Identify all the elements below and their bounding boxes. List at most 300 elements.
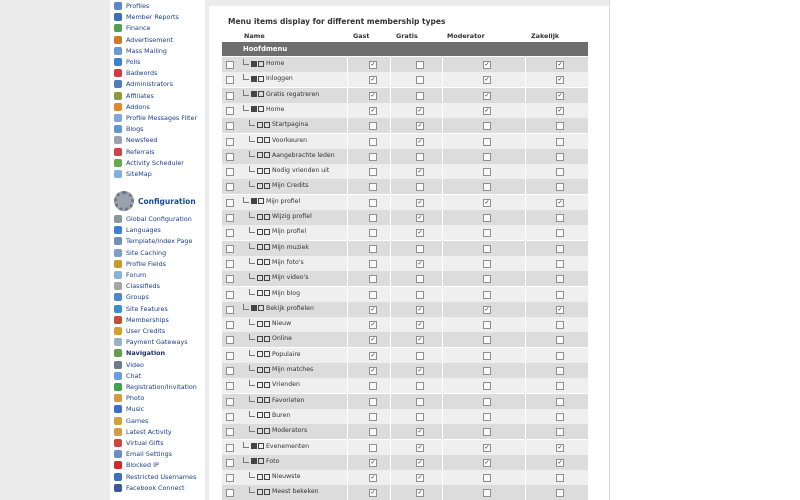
tree-connector-icon — [243, 197, 249, 203]
sidebar-item-label: Virtual Gifts — [126, 439, 164, 447]
tree-connector-icon — [249, 487, 255, 493]
zakelijk-checkbox[interactable] — [556, 153, 564, 161]
gratis-checkbox[interactable]: ✓ — [417, 198, 423, 206]
sidebar-item-label: Advertisement — [126, 35, 173, 44]
sidebar-item-mass-mailing[interactable] — [114, 45, 167, 56]
row-select-checkbox[interactable] — [226, 245, 234, 253]
zakelijk-checkbox[interactable]: ✓ — [557, 106, 563, 114]
gratis-checkbox[interactable]: ✓ — [417, 428, 423, 436]
sidebar-item-administrators[interactable] — [114, 79, 173, 90]
sidebar-item-addons[interactable] — [114, 101, 150, 112]
sidebar-item-advertisement[interactable] — [114, 34, 173, 45]
row-select-checkbox[interactable] — [226, 168, 234, 176]
row-select-checkbox[interactable] — [226, 336, 234, 344]
table-row — [222, 470, 588, 485]
sidebar-item-facebook-connect[interactable] — [114, 482, 184, 493]
tree-connector-icon — [243, 90, 249, 96]
moderator-checkbox[interactable]: ✓ — [484, 443, 490, 451]
menu-item-name[interactable] — [249, 427, 307, 434]
gratis-checkbox[interactable]: ✓ — [417, 106, 423, 114]
zakelijk-checkbox[interactable]: ✓ — [557, 76, 563, 84]
row-select-checkbox[interactable] — [226, 183, 234, 191]
sidebar-item-affiliates[interactable] — [114, 90, 154, 101]
moderator-checkbox[interactable] — [483, 474, 491, 482]
sidebar-item-finance[interactable] — [114, 23, 150, 34]
menu-item-name[interactable] — [249, 152, 335, 159]
table-row — [222, 241, 588, 256]
expand-toggle-icon — [257, 168, 263, 174]
finance-icon — [114, 24, 122, 32]
group-header-hoofdmenu — [222, 42, 588, 56]
gratis-checkbox[interactable]: ✓ — [417, 321, 423, 329]
expand-toggle-icon — [257, 259, 263, 265]
menu-item-label: Nodig vrienden uit — [272, 167, 330, 175]
gratis-checkbox[interactable]: ✓ — [417, 474, 423, 482]
sidebar-item-label: User Credits — [126, 327, 166, 335]
gratis-checkbox[interactable]: ✓ — [417, 259, 423, 267]
menu-item-name[interactable] — [249, 167, 329, 174]
expand-toggle-icon — [264, 122, 270, 128]
menu-item-name[interactable] — [243, 91, 319, 98]
row-select-checkbox[interactable] — [226, 321, 234, 329]
menu-item-name[interactable] — [249, 320, 291, 327]
row-select-checkbox[interactable] — [226, 428, 234, 436]
zakelijk-checkbox[interactable] — [556, 291, 564, 299]
template-index-page-icon — [114, 237, 122, 245]
gast-checkbox[interactable]: ✓ — [370, 458, 376, 466]
page-margin-right — [609, 0, 800, 500]
expand-toggle-icon — [251, 106, 257, 112]
zakelijk-checkbox[interactable]: ✓ — [557, 443, 563, 451]
menu-item-name[interactable] — [243, 443, 309, 450]
row-select-checkbox[interactable] — [226, 382, 234, 390]
menu-item-label: Bekijk profielen — [266, 304, 314, 312]
tree-connector-icon — [249, 289, 255, 295]
sidebar-item-forum[interactable] — [114, 270, 146, 281]
menu-item-name[interactable] — [249, 137, 307, 144]
table-row — [222, 225, 588, 240]
menu-item-name[interactable] — [243, 305, 314, 312]
gast-checkbox[interactable] — [369, 398, 377, 406]
affiliates-icon — [114, 92, 122, 100]
zakelijk-checkbox[interactable] — [556, 474, 564, 482]
table-row — [222, 317, 588, 332]
sidebar-item-activity-scheduler[interactable] — [114, 157, 184, 168]
sidebar-item-games[interactable] — [114, 415, 148, 426]
moderator-checkbox[interactable] — [483, 367, 491, 375]
zakelijk-checkbox[interactable] — [556, 428, 564, 436]
gast-checkbox[interactable] — [369, 168, 377, 176]
expand-toggle-icon — [257, 336, 263, 342]
gratis-checkbox[interactable]: ✓ — [417, 489, 423, 497]
menu-item-name[interactable] — [243, 60, 284, 67]
forum-icon — [114, 271, 122, 279]
gast-checkbox[interactable] — [369, 260, 377, 268]
row-select-checkbox[interactable] — [226, 214, 234, 222]
menu-item-name[interactable] — [243, 198, 300, 205]
gratis-checkbox[interactable] — [416, 398, 424, 406]
gratis-checkbox[interactable] — [416, 291, 424, 299]
gratis-checkbox[interactable]: ✓ — [417, 367, 423, 374]
sidebar-item-label: Games — [126, 416, 149, 425]
table-row — [222, 271, 588, 286]
sidebar-item-label: SiteMap — [126, 170, 152, 178]
sidebar-item-member-reports[interactable] — [114, 12, 179, 23]
zakelijk-checkbox[interactable] — [556, 245, 564, 253]
gast-checkbox[interactable] — [369, 245, 377, 253]
panel-title: Menu items display for different membership types — [228, 17, 446, 26]
sidebar-item-label: Site Features — [126, 304, 168, 313]
row-select-checkbox[interactable] — [226, 367, 234, 375]
menu-item-name[interactable] — [249, 290, 300, 297]
moderator-checkbox[interactable] — [483, 382, 491, 390]
sidebar-item-languages[interactable] — [114, 225, 161, 236]
profiles-icon — [114, 2, 122, 10]
sidebar-item-latest-activity[interactable] — [114, 426, 172, 437]
row-select-checkbox[interactable] — [226, 260, 234, 268]
blocked-ip-icon — [114, 461, 122, 469]
gast-checkbox[interactable] — [369, 214, 377, 222]
moderator-checkbox[interactable]: ✓ — [484, 106, 490, 114]
moderator-checkbox[interactable]: ✓ — [484, 305, 490, 313]
moderator-checkbox[interactable]: ✓ — [484, 61, 490, 68]
tree-connector-icon — [249, 258, 255, 264]
gast-checkbox[interactable] — [369, 444, 377, 452]
sidebar-item-newsfeed[interactable] — [114, 135, 157, 146]
sidebar-item-blogs[interactable] — [114, 124, 143, 135]
row-select-checkbox[interactable] — [226, 489, 234, 497]
sidebar-item-sitemap[interactable] — [114, 169, 152, 180]
gast-checkbox[interactable] — [369, 413, 377, 421]
menu-item-name[interactable] — [249, 213, 312, 220]
row-select-checkbox[interactable] — [226, 138, 234, 146]
mass-mailing-icon — [114, 47, 122, 55]
moderator-checkbox[interactable] — [483, 168, 491, 176]
row-select-checkbox[interactable] — [226, 61, 234, 69]
moderator-checkbox[interactable] — [483, 489, 491, 497]
gratis-checkbox[interactable]: ✓ — [417, 137, 423, 145]
sidebar-item-profile-messages-filter[interactable] — [114, 113, 197, 124]
row-select-checkbox[interactable] — [226, 92, 234, 100]
moderator-checkbox[interactable] — [483, 260, 491, 268]
moderator-checkbox[interactable] — [483, 153, 491, 161]
row-select-checkbox[interactable] — [226, 444, 234, 452]
zakelijk-checkbox[interactable]: ✓ — [557, 458, 563, 466]
sidebar-item-polls[interactable] — [114, 57, 140, 68]
music-icon — [114, 405, 122, 413]
moderator-checkbox[interactable]: ✓ — [484, 76, 490, 84]
gratis-checkbox[interactable] — [416, 76, 424, 84]
column-header-name: Name — [244, 32, 265, 40]
row-select-checkbox[interactable] — [226, 413, 234, 421]
site-caching-icon — [114, 249, 122, 257]
sidebar-item-blocked-ip[interactable] — [114, 460, 159, 471]
moderator-checkbox[interactable] — [483, 214, 491, 222]
sidebar-item-memberships[interactable] — [114, 314, 169, 325]
zakelijk-checkbox[interactable] — [556, 352, 564, 360]
expand-toggle-icon — [257, 397, 263, 403]
tree-connector-icon — [249, 350, 255, 356]
badwords-icon — [114, 69, 122, 77]
gast-checkbox[interactable]: ✓ — [370, 367, 376, 374]
sidebar-item-site-features[interactable] — [114, 303, 168, 314]
menu-item-name[interactable] — [249, 473, 301, 480]
sidebar-item-classifieds[interactable] — [114, 281, 160, 292]
zakelijk-checkbox[interactable]: ✓ — [557, 91, 563, 99]
gast-checkbox[interactable]: ✓ — [370, 321, 376, 329]
gratis-checkbox[interactable]: ✓ — [417, 168, 423, 176]
sidebar-item-navigation[interactable] — [114, 348, 165, 359]
gast-checkbox[interactable] — [369, 428, 377, 436]
zakelijk-checkbox[interactable] — [556, 367, 564, 375]
expand-toggle-icon — [257, 244, 263, 250]
expand-toggle-icon — [264, 367, 270, 373]
zakelijk-checkbox[interactable] — [556, 398, 564, 406]
zakelijk-checkbox[interactable] — [556, 321, 564, 329]
sidebar-item-photo[interactable] — [114, 393, 144, 404]
menu-item-name[interactable] — [249, 121, 308, 128]
row-select-checkbox[interactable] — [226, 229, 234, 237]
expand-toggle-icon — [251, 198, 257, 204]
tree-connector-icon — [249, 334, 255, 340]
column-header-gratis: Gratis — [396, 32, 418, 40]
gratis-checkbox[interactable]: ✓ — [417, 443, 423, 451]
expand-toggle-icon — [264, 259, 270, 265]
row-select-checkbox[interactable] — [226, 291, 234, 299]
menu-item-name[interactable] — [249, 351, 301, 358]
moderator-checkbox[interactable] — [483, 291, 491, 299]
gast-checkbox[interactable]: ✓ — [370, 305, 376, 313]
moderator-checkbox[interactable] — [483, 398, 491, 406]
menu-item-name[interactable] — [249, 488, 319, 495]
gast-checkbox[interactable] — [369, 382, 377, 390]
expand-toggle-icon — [264, 321, 270, 327]
row-select-checkbox[interactable] — [226, 398, 234, 406]
row-select-checkbox[interactable] — [226, 474, 234, 482]
menu-item-label: Wijzig profiel — [272, 213, 312, 220]
table-row — [222, 149, 588, 164]
tree-connector-icon — [243, 457, 249, 463]
zakelijk-checkbox[interactable] — [556, 183, 564, 191]
sidebar-item-groups[interactable] — [114, 292, 149, 303]
zakelijk-checkbox[interactable] — [556, 260, 564, 268]
zakelijk-checkbox[interactable] — [556, 382, 564, 390]
zakelijk-checkbox[interactable] — [556, 229, 564, 237]
moderator-checkbox[interactable] — [483, 138, 491, 146]
row-select-checkbox[interactable] — [226, 459, 234, 467]
sidebar-item-badwords[interactable] — [114, 68, 157, 79]
menu-item-name[interactable] — [249, 228, 306, 235]
zakelijk-checkbox[interactable] — [556, 168, 564, 176]
gratis-checkbox[interactable] — [416, 153, 424, 161]
gast-checkbox[interactable]: ✓ — [370, 91, 376, 99]
sidebar-item-label: Payment Gateways — [126, 338, 188, 347]
moderator-checkbox[interactable] — [483, 352, 491, 360]
menu-item-name[interactable] — [249, 274, 309, 281]
sidebar-item-profiles[interactable] — [114, 1, 149, 12]
sidebar-item-label: Global Configuration — [126, 215, 192, 223]
site-features-icon — [114, 305, 122, 313]
moderator-checkbox[interactable] — [483, 321, 491, 329]
menu-item-name[interactable] — [249, 182, 309, 189]
sidebar-item-template-index-page[interactable] — [114, 236, 192, 247]
gratis-checkbox[interactable]: ✓ — [417, 229, 423, 237]
sidebar-item-referrals[interactable] — [114, 146, 154, 157]
gast-checkbox[interactable] — [369, 122, 377, 130]
gast-checkbox[interactable] — [369, 275, 377, 283]
zakelijk-checkbox[interactable] — [556, 489, 564, 497]
menu-item-name[interactable] — [249, 335, 292, 342]
sidebar-item-virtual-gifts[interactable] — [114, 438, 164, 449]
expand-toggle-icon — [257, 382, 263, 388]
row-select-checkbox[interactable] — [226, 352, 234, 360]
sidebar-item-restricted-usernames[interactable] — [114, 471, 196, 482]
expand-toggle-icon — [258, 91, 264, 97]
gratis-checkbox[interactable] — [416, 92, 424, 100]
sidebar-item-label: Blogs — [126, 125, 144, 134]
zakelijk-checkbox[interactable] — [556, 275, 564, 283]
zakelijk-checkbox[interactable] — [556, 122, 564, 130]
zakelijk-checkbox[interactable] — [556, 336, 564, 344]
tree-connector-icon — [249, 212, 255, 218]
gast-checkbox[interactable]: ✓ — [370, 351, 376, 359]
sidebar-item-email-settings[interactable] — [114, 449, 172, 460]
groups-icon — [114, 293, 122, 301]
sidebar-item-label: Email Settings — [126, 450, 172, 459]
gratis-checkbox[interactable]: ✓ — [417, 336, 423, 344]
expand-toggle-icon — [264, 275, 270, 281]
expand-toggle-icon — [257, 474, 263, 480]
expand-toggle-icon — [258, 198, 264, 204]
moderator-checkbox[interactable] — [483, 122, 491, 130]
profile-fields-icon — [114, 260, 122, 268]
gast-checkbox[interactable] — [369, 199, 377, 207]
row-select-checkbox[interactable] — [226, 122, 234, 130]
moderator-checkbox[interactable]: ✓ — [484, 198, 490, 206]
zakelijk-checkbox[interactable]: ✓ — [557, 61, 563, 68]
sidebar-item-user-credits[interactable] — [114, 326, 165, 337]
moderator-checkbox[interactable] — [483, 413, 491, 421]
group-label: Hoofdmenu — [243, 45, 288, 53]
sidebar-item-label: Music — [126, 405, 145, 414]
menu-item-name[interactable] — [249, 259, 304, 266]
gast-checkbox[interactable] — [369, 291, 377, 299]
gast-checkbox[interactable] — [369, 229, 377, 237]
sidebar-item-chat[interactable] — [114, 370, 141, 381]
tree-connector-icon — [249, 136, 255, 142]
gratis-checkbox[interactable]: ✓ — [417, 458, 423, 466]
moderator-checkbox[interactable] — [483, 336, 491, 344]
moderator-checkbox[interactable] — [483, 245, 491, 253]
addons-icon — [114, 103, 122, 111]
menu-item-name[interactable] — [249, 397, 304, 404]
zakelijk-checkbox[interactable]: ✓ — [557, 198, 563, 206]
expand-toggle-icon — [264, 152, 270, 158]
expand-toggle-icon — [251, 61, 257, 67]
moderator-checkbox[interactable] — [483, 275, 491, 283]
gast-checkbox[interactable]: ✓ — [370, 474, 376, 482]
gratis-checkbox[interactable] — [416, 413, 424, 421]
table-row — [222, 409, 588, 424]
sidebar-item-payment-gateways[interactable] — [114, 337, 188, 348]
gast-checkbox[interactable]: ✓ — [370, 76, 376, 84]
gratis-checkbox[interactable] — [416, 245, 424, 253]
gast-checkbox[interactable]: ✓ — [370, 106, 376, 114]
row-select-checkbox[interactable] — [226, 107, 234, 115]
moderator-checkbox[interactable] — [483, 229, 491, 237]
gratis-checkbox[interactable] — [416, 61, 424, 69]
sidebar-item-video[interactable] — [114, 359, 144, 370]
menu-item-name[interactable] — [243, 75, 293, 82]
sidebar-item-music[interactable] — [114, 404, 144, 415]
languages-icon — [114, 226, 122, 234]
expand-toggle-icon — [264, 351, 270, 357]
row-select-checkbox[interactable] — [226, 153, 234, 161]
gast-checkbox[interactable]: ✓ — [370, 489, 376, 497]
gratis-checkbox[interactable]: ✓ — [417, 122, 423, 130]
expand-toggle-icon — [257, 229, 263, 235]
row-select-checkbox[interactable] — [226, 306, 234, 314]
table-row — [222, 256, 588, 271]
moderator-checkbox[interactable]: ✓ — [484, 458, 490, 466]
menu-item-name[interactable] — [243, 106, 284, 113]
table-row — [222, 88, 588, 103]
expand-toggle-icon — [264, 412, 270, 418]
menu-item-label: Inloggen — [266, 75, 293, 83]
profile-messages-filter-icon — [114, 114, 122, 122]
menu-item-name[interactable] — [249, 381, 300, 388]
gratis-checkbox[interactable]: ✓ — [417, 305, 423, 313]
menu-item-name[interactable] — [249, 244, 309, 251]
sidebar-item-profile-fields[interactable] — [114, 258, 166, 269]
gast-checkbox[interactable] — [369, 138, 377, 146]
menu-item-name[interactable] — [249, 412, 290, 419]
gratis-checkbox[interactable] — [416, 382, 424, 390]
row-select-checkbox[interactable] — [226, 275, 234, 283]
menu-item-name[interactable] — [249, 366, 313, 373]
gast-checkbox[interactable]: ✓ — [370, 61, 376, 68]
sidebar-item-global-configuration[interactable] — [114, 214, 192, 225]
sidebar-item-label: Badwords — [126, 69, 158, 78]
gratis-checkbox[interactable] — [416, 275, 424, 283]
zakelijk-checkbox[interactable]: ✓ — [557, 305, 563, 313]
sidebar-item-site-caching[interactable] — [114, 247, 166, 258]
table-row — [222, 72, 588, 87]
administrators-icon — [114, 80, 122, 88]
expand-toggle-icon — [257, 290, 263, 296]
row-select-checkbox[interactable] — [226, 199, 234, 207]
gratis-checkbox[interactable]: ✓ — [417, 214, 423, 221]
gratis-checkbox[interactable] — [416, 183, 424, 191]
moderator-checkbox[interactable] — [483, 428, 491, 436]
gast-checkbox[interactable] — [369, 183, 377, 191]
gast-checkbox[interactable] — [369, 153, 377, 161]
sidebar-item-registration-invitation[interactable] — [114, 382, 197, 393]
row-select-checkbox[interactable] — [226, 76, 234, 84]
gast-checkbox[interactable]: ✓ — [370, 336, 376, 344]
zakelijk-checkbox[interactable] — [556, 413, 564, 421]
expand-toggle-icon — [264, 428, 270, 434]
gratis-checkbox[interactable] — [416, 352, 424, 360]
moderator-checkbox[interactable]: ✓ — [484, 91, 490, 99]
zakelijk-checkbox[interactable] — [556, 214, 564, 222]
moderator-checkbox[interactable] — [483, 183, 491, 191]
tree-connector-icon — [249, 151, 255, 157]
main-panel — [209, 6, 609, 500]
expand-toggle-icon — [264, 474, 270, 480]
zakelijk-checkbox[interactable] — [556, 138, 564, 146]
menu-item-name[interactable] — [243, 458, 279, 465]
